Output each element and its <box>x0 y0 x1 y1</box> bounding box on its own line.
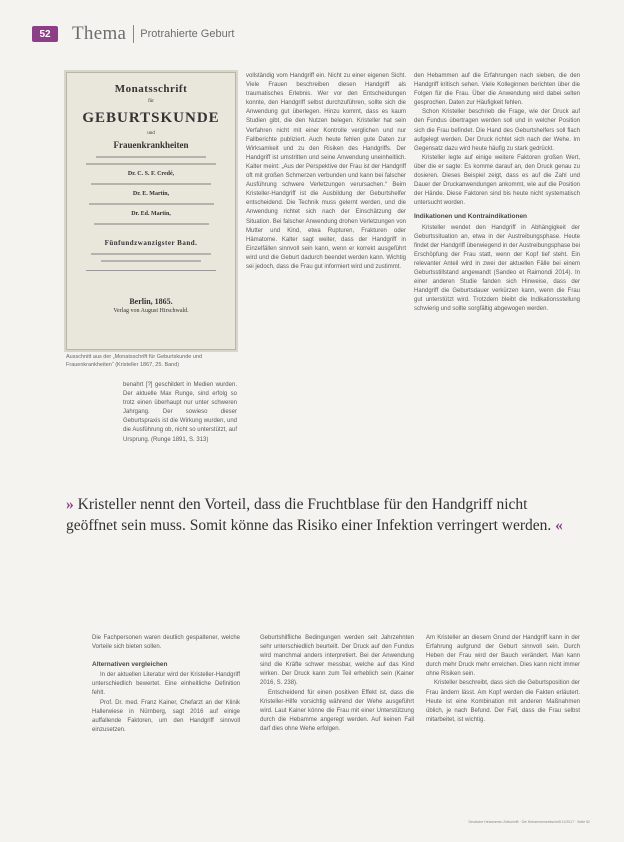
column-middle-bottom <box>260 634 414 810</box>
image-caption: Ausschnitt aus der „Monatsschrift für Geburtskunde und Frauenkrankheiten“ (Kristeller 1867, 25. Band) <box>66 354 203 368</box>
quote-open-icon: » <box>66 496 74 513</box>
header-divider <box>133 25 134 43</box>
pull-quote-text: Kristeller nennt den Vorteil, dass die Fruchtblase für den Handgriff nicht geöffnet sein muss. Somit könne das Risiko einer Infektion verringert werden. <box>66 496 552 534</box>
cover-small-text: für <box>148 99 154 104</box>
subheading-indications: Indikationen und Kontraindikationen <box>414 213 528 221</box>
column-right-bottom <box>426 634 580 810</box>
page-number: 52 <box>32 26 58 42</box>
cover-rule <box>86 270 216 271</box>
book-cover-image <box>66 72 236 350</box>
section-subtitle: Protrahierte Geburt <box>140 28 235 40</box>
subheading-alternatives: Alternativen vergleichen <box>92 661 168 669</box>
paragraph: Schon Kristeller beschrieb die Frage, wie der Druck auf den Fundus übertragen werden soll und in welcher Position sich die Frau befindet. Die Hand des Geburtshelfers soll flach aufgelegt werden. Der Druck richtet sich nach der Wehe. Im Gegensatz dazu wird heute häufig zu stark gedrückt. <box>414 109 580 152</box>
cover-text-lines <box>79 156 223 165</box>
paragraph: Kristeller legte auf einige weitere Faktoren großen Wert, über die er sagte: Es komme darauf an, den Druck genau zu dosieren. Dieses Beispiel zeigt, dass es auf die Zahl und Dauer der Druckanwendungen ankommt, wie auf die Position der Hände. Diese Faktoren sind bis heute nicht systematisch untersucht worden. <box>414 154 580 207</box>
cover-volume: Fünfundzwanzigster Band. <box>104 239 198 247</box>
paragraph: Prof. Dr. med. Franz Kainer, Chefarzt an der Klinik Hallerwiese in Nürnberg, sagt 2016 auf einige auffallende Faktoren, um den Handgriff sinnvoll einzusetzen. <box>92 699 240 733</box>
page-footer: Deutsche Hebammen Zeitschrift · Die Hebammenzeitschrift 11/2017 · Seite 52 <box>468 820 590 824</box>
cover-publisher: Verlag von August Hirschwald. <box>113 308 189 314</box>
column-left-top <box>123 381 237 445</box>
page-header <box>32 22 234 46</box>
cover-title: Monatsschrift <box>114 83 188 95</box>
paragraph: Am Kristeller an diesem Grund der Handgriff kann in der Erfahrung aufgrund der Geburt sinnvoll sein. Durch Heben der Frau wird der Bauch verändert. Man kann durch mehr Druck mehr erreichen. Dies kann nicht immer ohne Risiken sein. <box>426 635 580 678</box>
quote-close-icon: « <box>555 517 563 534</box>
paragraph: Kristeller beschreibt, dass sich die Geburtsposition der Frau ändern lässt. Am Kopf werden die Fakten erläutert. Heute ist eine Kombination mit anderen Maßnahmen üblich, je nach Befund. Der Fall, dass die Frau selbst mitarbeitet, ist wichtig. <box>426 680 580 723</box>
paragraph: Geburtshilfliche Bedingungen werden seit Jahrzehnten sehr unterschiedlich beurteilt. Der Druck auf den Fundus wird manchmal anders interpretiert. Bei der Anwendung sind die Kräfte schwer messbar, welche auf das Kind wirken. Der Druck kann zum Teil erheblich sein (Kainer 2016, S. 238). <box>260 635 414 687</box>
column-middle-top <box>246 72 406 477</box>
section-title: Thema <box>72 23 127 44</box>
paragraph: Entscheidend für einen positiven Effekt ist, dass die Kristeller-Hilfe vorsichtig während der Wehe ausgeführt wird. Laut Kainer könne die Frau mit einer Unterstützung durch die Hebamme angeregt werden. Auf keinen Fall darf dies ohne Wehe erfolgen. <box>260 689 414 732</box>
cover-editor-1: Dr. C. S. F. Credé, <box>127 171 175 177</box>
cover-und: und <box>147 131 155 136</box>
pull-quote <box>66 494 566 536</box>
cover-main-title: GEBURTSKUNDE <box>82 110 220 126</box>
cover-editor-3: Dr. Ed. Martin, <box>131 211 171 217</box>
column-right-top <box>414 72 580 478</box>
paragraph: benahrt [?] geschildert in Medien wurden. Der aktuelle Max Runge, sind erfolg so trotz einen überhaupt nur unter schweren Jahrgang. Der sowieso dieser Geburtspraxis ist die Wirkung wurden, und die Ausführung ob, nicht so unterstützt, auf Ursprung. (Runge 1891, S. 313) <box>123 382 237 443</box>
paragraph: vollständig vom Handgriff ein. Nicht zu einer eigenen Sicht. Viele Frauen beschreiben diesen Handgriff als traumatisches Erlebnis. Wer vor den Entscheidungen konnte, den Handgriff selbst durchzuführen, sollte sich die Anwendung gut überlegen. Hinzu kommt, dass es kaum Studien gibt, die den Nutzen belegen. Kristeller hat sein Verfahren nicht mit einer Kontrolle verglichen und nur Fallberichte publiziert. Auch heute fehlen gute Daten zur Wirksamkeit und zu den Risiken des Handgriffs. Der Handgriff ist umstritten und seine Anwendung uneinheitlich. Kalter meint: „Aus der Perspektive der Frau ist der Handgriff oft mit großen Schmerzen verbunden und kann bei falscher Ausführung schwere Verletzungen verursachen.“ Beim Kristeller-Handgriff ist die Ausbildung der Geburtshelfer entscheidend. Die Technik muss gelernt werden, und die Anwendung richtet sich nach der Einschätzung der Situation. Bei falscher Anwendung drohen Verletzungen von Mutter und Kind, etwa Rupturen, Frakturen oder Hämatome. Kalter sagt weiter, dass der Handgriff in Einzelfällen sinnvoll sein kann, wenn er korrekt ausgeführt wird und die Geburt dadurch beendet werden kann. Wichtig sei jedoch, dass die Frau gut informiert wird und zustimmt. <box>246 73 406 270</box>
cover-city: Berlin, 1865. <box>129 297 173 306</box>
column-left-bottom <box>92 634 240 810</box>
paragraph: den Hebammen auf die Erfahrungen nach sieben, die den Handgriff kritisch sehen. Viele Kolleginnen berichten über die Folgen für die Frau. Über die Anwendung wird dabei selten gesprochen. Daten zur Häufigkeit fehlen. <box>414 73 580 107</box>
cover-subtitle: Frauenkrankheiten <box>113 140 189 150</box>
paragraph: Die Fachpersonen waren deutlich gespaltener, welche Vorteile sich bieten sollen. <box>92 635 240 651</box>
cover-editor-2: Dr. E. Martin, <box>132 191 170 197</box>
paragraph: Kristeller wendet den Handgriff in Abhängigkeit der Geburtssituation an, etwa in der Austreibungsphase. Heute findet der Handgriff überwiegend in der Austreibungsphase bei Erschöpfung der Frau statt, wenn der Kopf tief steht. Ein relevanter Anteil wird in zwei der aktuellen Fälle bei einem Geburtsstillstand angewandt (Sandeo et Raimondi 2014). In einer anderen Studie fanden sich Hinweise, dass der Handgriff die Geburtsdauer verkürzen kann, wenn die Frau gut unterstützt wird. Trotzdem bleibt die Indikationsstellung schwierig und sollte sorgfältig abgewogen werden. <box>414 224 580 313</box>
paragraph: In der aktuellen Literatur wird der Kristeller-Handgriff unterschiedlich bewertet. Eine einheitliche Definition fehlt. <box>92 672 240 697</box>
